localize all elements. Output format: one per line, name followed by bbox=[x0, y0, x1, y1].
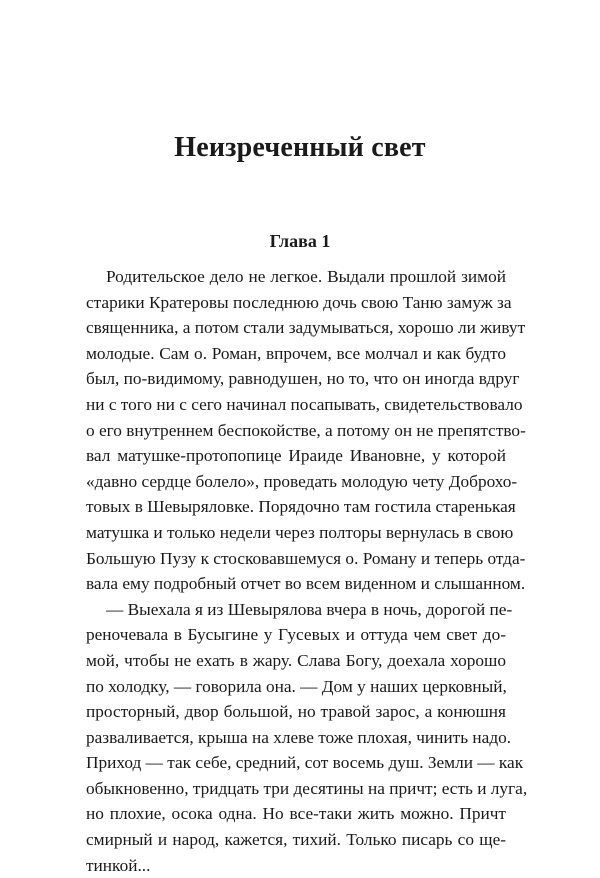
text-line: просторный, двор большой, но травой зарос, а конюшня bbox=[86, 702, 506, 722]
text-line: ни с того ни с сего начинал посапывать, свидетельствовало bbox=[86, 394, 523, 414]
text-line: товых в Шевыряловке. Порядочно там гостила старенькая bbox=[86, 497, 516, 517]
text-line: тинкой... bbox=[86, 855, 151, 875]
text-line: вала ему подробный отчет во всем виденном и слышанном. bbox=[86, 574, 526, 594]
text-line: — Выехала я из Шевырялова вчера в ночь, дорогой пе- bbox=[106, 599, 513, 619]
text-line: смирный и народ, кажется, тихий. Только писарь со ще- bbox=[86, 830, 506, 850]
text-line: реночевала в Бусыгине у Гусевых и оттуда чем свет до- bbox=[86, 625, 506, 645]
text-line: по холодку, — говорила она. — Дом у наших церковный, bbox=[86, 676, 507, 696]
text-line: но плохие, осока одна. Но все-таки жить можно. Причт bbox=[86, 804, 506, 824]
text-line: старики Кратеровы последнюю дочь свою Таню замуж за bbox=[86, 292, 512, 312]
chapter-heading: Глава 1 bbox=[269, 231, 331, 251]
body-text bbox=[86, 264, 528, 878]
text-line: молодые. Сам о. Роман, впрочем, все молчал и как будто bbox=[86, 343, 506, 363]
text-line: «давно сердце болело», проведать молодую чету Доброхо- bbox=[86, 471, 518, 491]
text-line: был, по-видимому, равнодушен, но то, что он иногда вдруг bbox=[86, 369, 520, 389]
text-line: Приход — так себе, средний, сот восемь душ. Земли — как bbox=[86, 753, 524, 773]
text-line: матушка и только недели через полторы вернулась в свою bbox=[86, 522, 514, 542]
text-line: разваливается, крыша на хлеве тоже плохая, чинить надо. bbox=[86, 727, 512, 747]
text-line: вал матушке-протопопице Ираиде Ивановне, у которой bbox=[86, 446, 506, 466]
text-line: Родительское дело не легкое. Выдали прошлой зимой bbox=[106, 267, 506, 286]
text-line: обыкновенно, тридцать три десятины на причт; есть и луга, bbox=[86, 778, 528, 798]
text-line: мой, чтобы не ехать в жару. Слава Богу, доехала хорошо bbox=[86, 650, 506, 670]
text-line: священника, а потом стали задумываться, хорошо ли живут bbox=[86, 318, 526, 338]
text-line: Большую Пузу к стосковавшемуся о. Роману и теперь отда- bbox=[86, 548, 526, 568]
page-title: Неизреченный свет bbox=[174, 132, 426, 163]
text-line: о его внутреннем беспокойстве, а потому он не препятство- bbox=[86, 420, 526, 440]
